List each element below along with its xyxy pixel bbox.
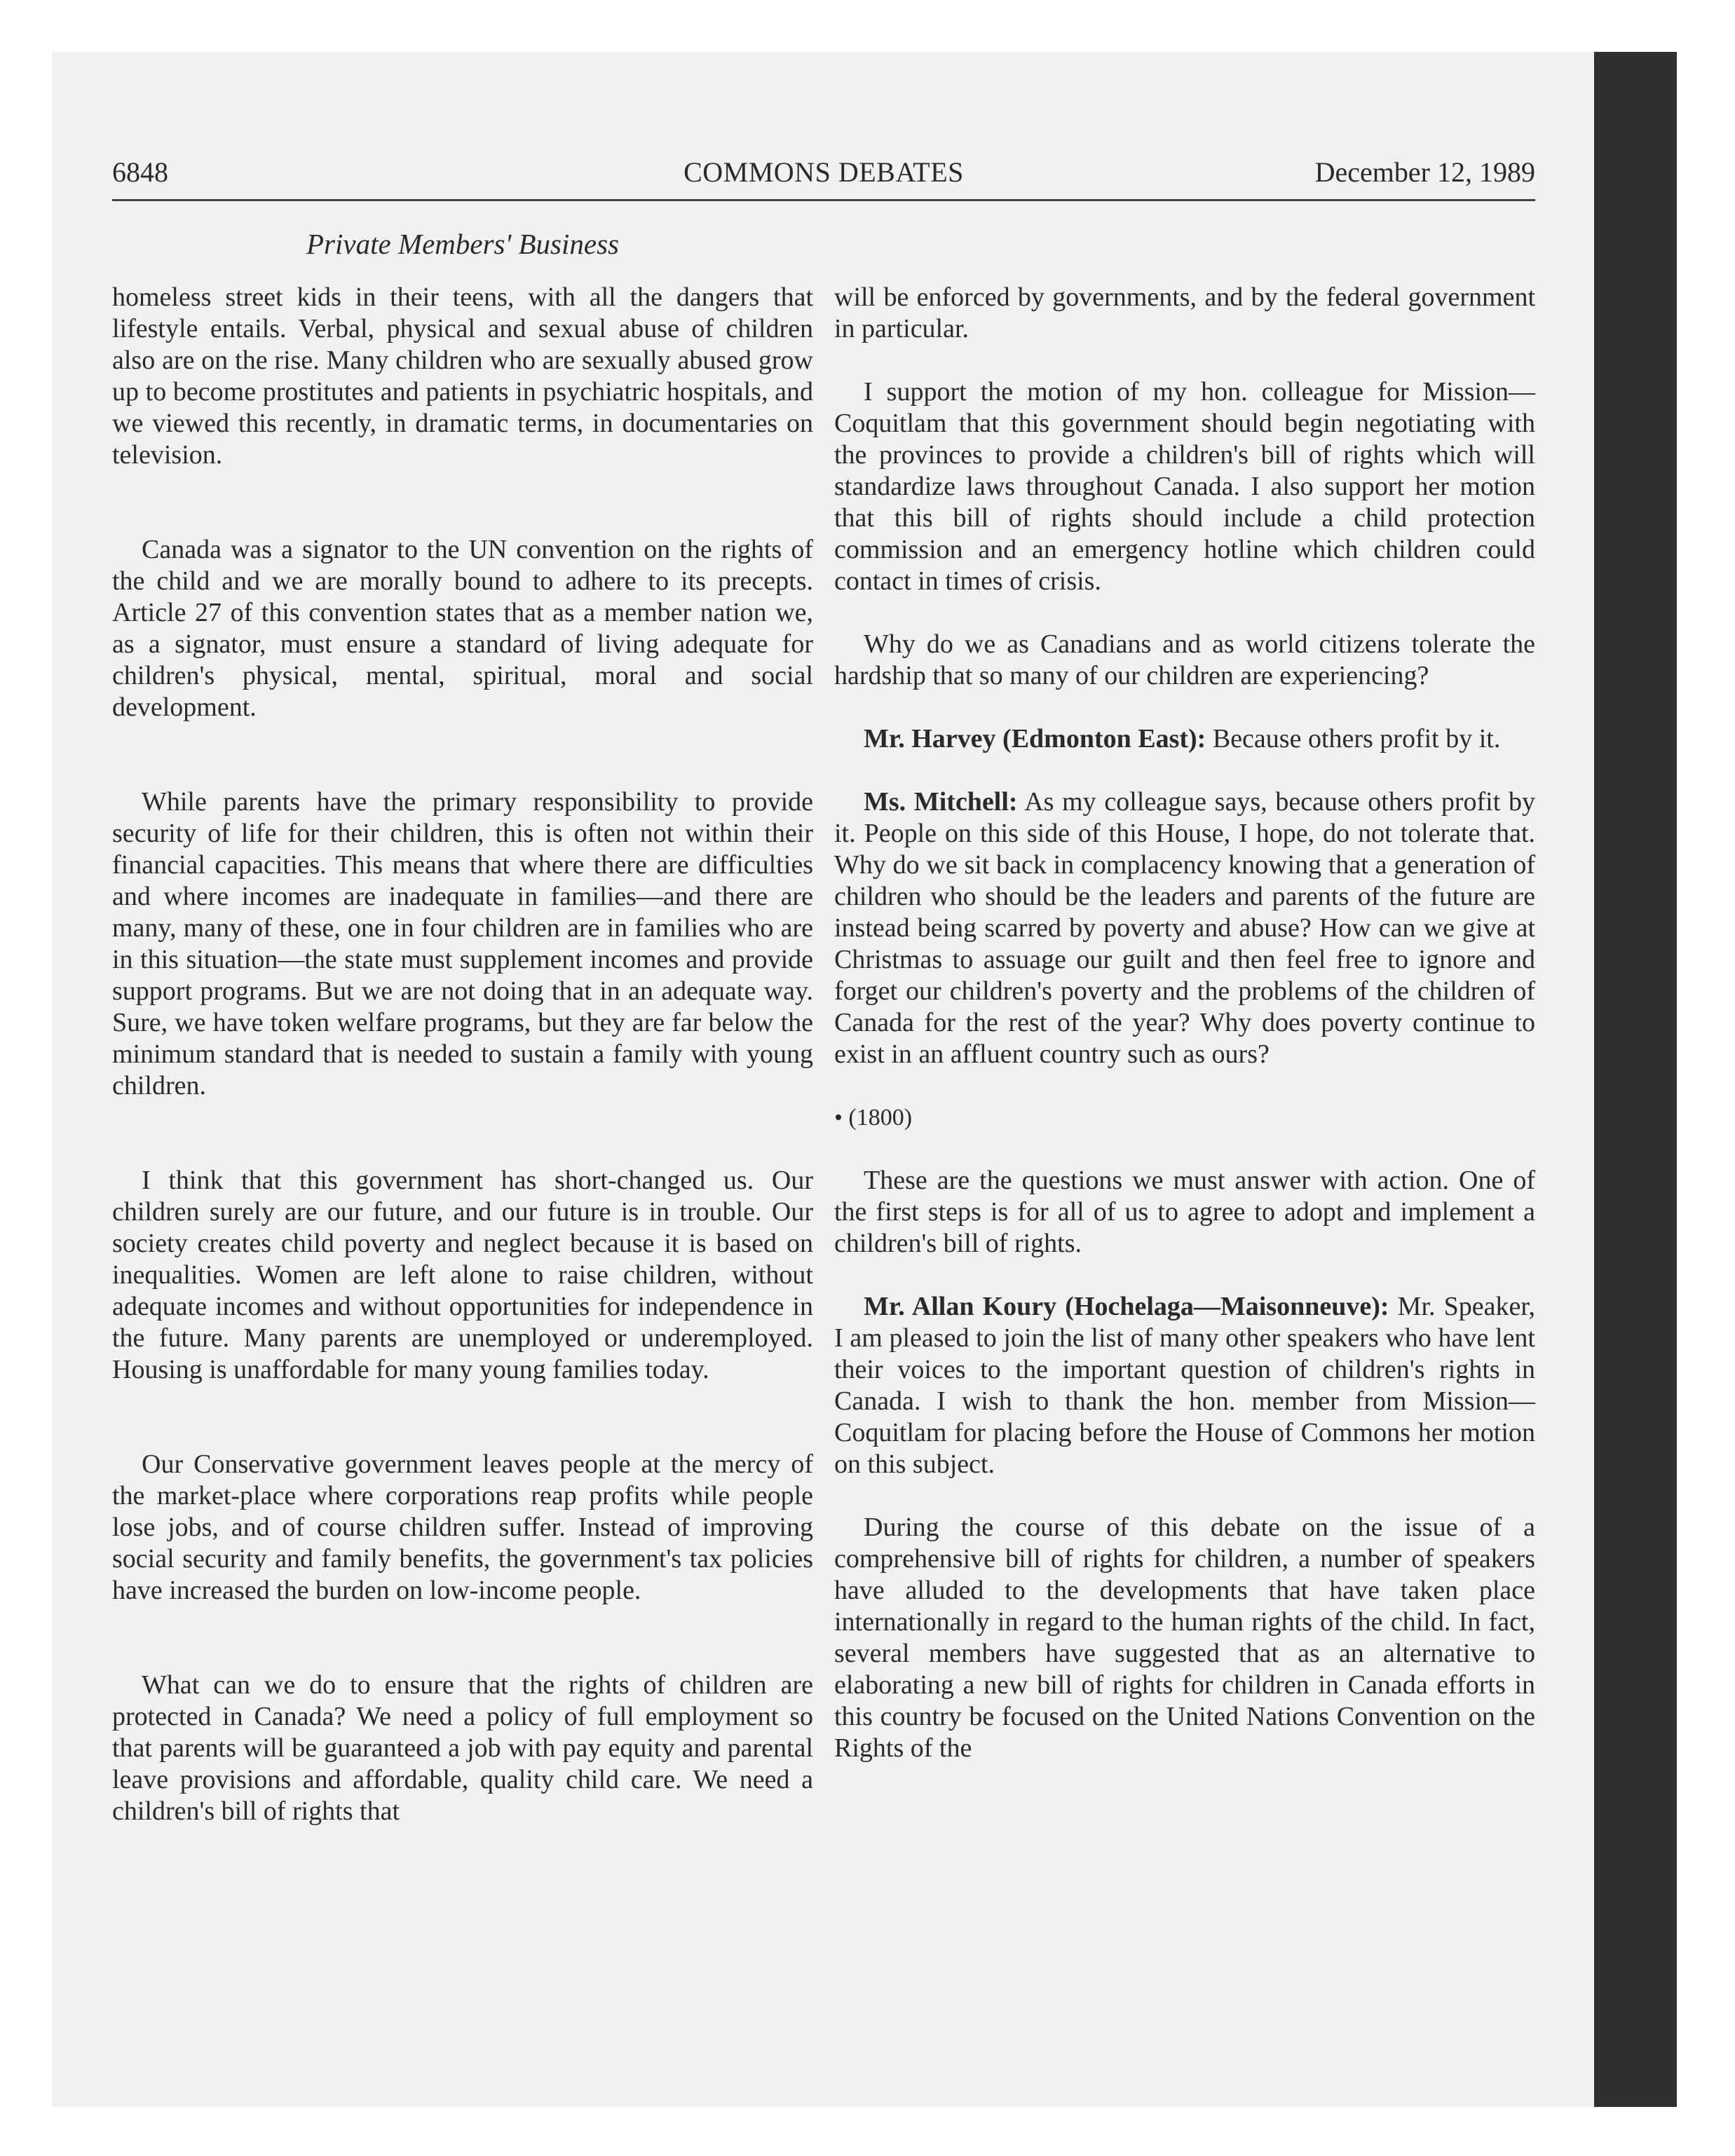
paragraph: will be enforced by governments, and by the federal government in particular.	[834, 282, 1535, 343]
paragraph: I support the motion of my hon. colleague for Mission—Coquitlam that this government should begin negotiating with the provinces to provide a children's bill of rights which will standardize laws throughout Canada. I also support her motion that this bill of rights should include a child protection commission and an emergency hotline which children could contact in times of crisis.	[834, 377, 1535, 596]
time-stamp: • (1800)	[834, 1105, 913, 1131]
paragraph: Why do we as Canadians and as world citizens tolerate the hardship that so many of our children are experiencing?	[834, 629, 1535, 690]
speaker-name: Ms. Mitchell:	[864, 787, 1018, 817]
paragraph: What can we do to ensure that the rights of children are protected in Canada? We need a policy of full employment so that parents will be guaranteed a job with pay equity and parental leave provisions and affordable, quality child care. We need a children's bill of rights that	[112, 1670, 813, 1826]
paragraph: Canada was a signator to the UN convention on the rights of the child and we are morally bound to adhere to its precepts. Article 27 of this convention states that as a member nation we, as a signator, must ensure a standard of living adequate for children's physical, mental, spiritual, moral and social development.	[112, 535, 813, 722]
speech-text: Because others profit by it.	[1206, 724, 1501, 753]
header-date: December 12, 1989	[1314, 156, 1535, 188]
paragraph: homeless street kids in their teens, with all the dangers that lifestyle entails. Verbal, physical and sexual abuse of children also are on the rise. Many children who are sexually abused grow up to become prostitutes and patients in psychiatric hospitals, and we viewed this recently, in dramatic terms, in documentaries on television.	[112, 282, 813, 470]
left-column	[112, 282, 813, 1827]
speech-text: Mr. Speaker, I am pleased to join the list of many other speakers who have lent their voices to the important question of children's rights in Canada. I wish to thank the hon. member from Mission—Coquitlam for placing before the House of Commons her motion on this subject.	[834, 1292, 1535, 1479]
speech-text: As my colleague says, because others profit by it. People on this side of this House, I hope, do not tolerate that. Why do we sit back in complacency knowing that a generation of children who should be the leaders and parents of the future are instead being scarred by poverty and abuse? How can we give at Christmas to assuage our guilt and then feel free to ignore and forget our children's poverty and the problems of the children of Canada for the rest of the year? Why does poverty continue to exist in an affluent country such as ours?	[834, 787, 1535, 1069]
speaker-name: Mr. Harvey (Edmonton East):	[864, 724, 1206, 753]
paragraph: During the course of this debate on the issue of a comprehensive bill of rights for children, a number of speakers have alluded to the developments that have taken place internationally in regard to the human rights of the child. In fact, several members have suggested that as an alternative to elaborating a new bill of rights for children in Canada efforts in this country be focused on the United Nations Convention on the Rights of the	[834, 1513, 1535, 1763]
speech-paragraph	[834, 786, 1535, 1070]
page-header	[112, 151, 1535, 201]
section-heading: Private Members' Business	[306, 228, 619, 260]
paragraph: While parents have the primary responsibility to provide security of life for their children, this is often not within their financial capacities. This means that where there are difficulties and where incomes are inadequate in families—and there are many, many of these, one in four children are in families who are in this situation—the state must supplement incomes and provide support programs. But we are not doing that in an adequate way. Sure, we have token welfare programs, but they are far below the minimum standard that is needed to sustain a family with young children.	[112, 787, 813, 1100]
running-title: COMMONS DEBATES	[683, 156, 964, 188]
speech-paragraph	[834, 1291, 1535, 1480]
right-column	[834, 282, 1535, 1764]
paragraph: I think that this government has short-changed us. Our children surely are our future, and our future is in trouble. Our society creates child poverty and neglect because it is based on inequalities. Women are left alone to raise children, without adequate incomes and without opportunities for independence in the future. Many parents are unemployed or underemployed. Housing is unaffordable for many young families today.	[112, 1166, 813, 1384]
speaker-name: Mr. Allan Koury (Hochelaga—Maisonneuve):	[864, 1292, 1389, 1321]
scan-edge-shadow	[1594, 52, 1677, 2107]
paragraph: Our Conservative government leaves people at the mercy of the market-place where corporations reap profits while people lose jobs, and of course children suffer. Instead of improving social security and family benefits, the government's tax policies have increased the burden on low-income people.	[112, 1449, 813, 1605]
paragraph: These are the questions we must answer with action. One of the first steps is for all of us to agree to adopt and implement a children's bill of rights.	[834, 1166, 1535, 1258]
speech-paragraph	[834, 723, 1535, 755]
page-number: 6848	[112, 156, 168, 188]
